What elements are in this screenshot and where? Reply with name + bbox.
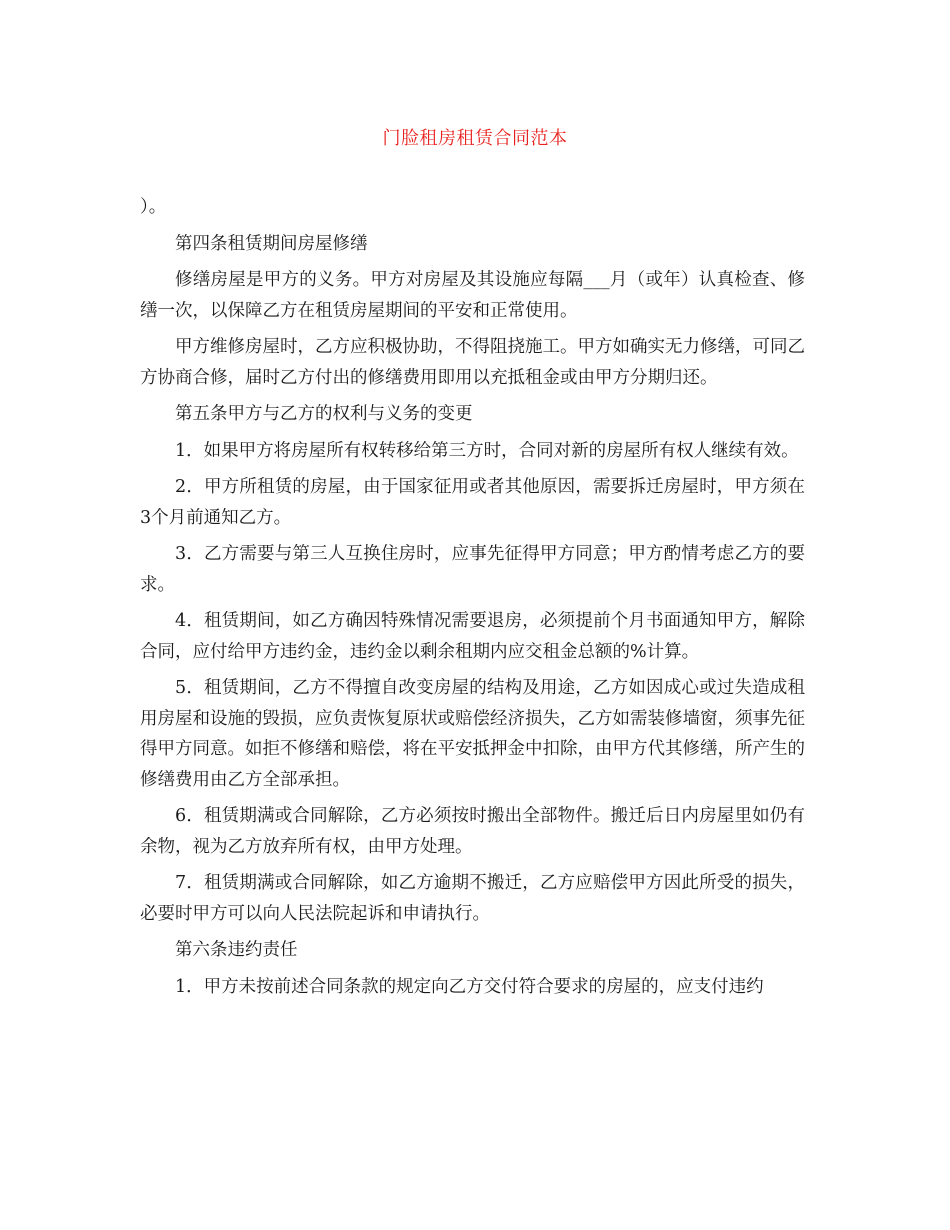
paragraph: 第六条违约责任 — [175, 940, 298, 960]
paragraph: 第五条甲方与乙方的权利与义务的变更 — [175, 404, 473, 424]
document-body — [140, 192, 805, 1008]
paragraph: 1．甲方未按前述合同条款的规定向乙方交付符合要求的房屋的，应支付违约 — [175, 976, 764, 997]
paragraph: 修缮房屋是甲方的义务。甲方对房屋及其设施应每隔___月（或年）认真检查、修缮一次，以保障乙方在租赁房屋期间的平安和正常使用。 — [140, 270, 805, 321]
document-title: 门脸租房租赁合同范本 — [382, 128, 568, 149]
paragraph: 甲方维修房屋时，乙方应积极协助，不得阻挠施工。甲方如确实无力修缮，可同乙方协商合修，届时乙方付出的修缮费用即用以充抵租金或由甲方分期归还。 — [140, 337, 805, 388]
paragraph: ）。 — [140, 197, 167, 217]
paragraph: 7．租赁期满或合同解除，如乙方逾期不搬迁，乙方应赔偿甲方因此所受的损失，必要时甲方可以向人民法院起诉和申请执行。 — [140, 873, 805, 924]
paragraph: 2．甲方所租赁的房屋，由于国家征用或者其他原因，需要拆迁房屋时，甲方须在3个月前通知乙方。 — [140, 477, 805, 528]
paragraph: 5．租赁期间，乙方不得擅自改变房屋的结构及用途，乙方如因成心或过失造成租用房屋和设施的毁损，应负责恢复原状或赔偿经济损失，乙方如需装修墙窗，须事先征得甲方同意。如拒不修缮和赔偿，将在平安抵押金中扣除，由甲方代其修缮，所产生的修缮费用由乙方全部承担。 — [140, 678, 805, 790]
paragraph: 4．租赁期间，如乙方确因特殊情况需要退房，必须提前个月书面通知甲方，解除合同，应付给甲方违约金，违约金以剩余租期内应交租金总额的%计算。 — [140, 611, 805, 662]
paragraph: 3．乙方需要与第三人互换住房时，应事先征得甲方同意；甲方酌情考虑乙方的要求。 — [140, 544, 805, 595]
paragraph: 1．如果甲方将房屋所有权转移给第三方时，合同对新的房屋所有权人继续有效。 — [175, 440, 799, 461]
paragraph: 6．租赁期满或合同解除，乙方必须按时搬出全部物件。搬迁后日内房屋里如仍有余物，视为乙方放弃所有权，由甲方处理。 — [140, 806, 805, 857]
paragraph: 第四条租赁期间房屋修缮 — [175, 233, 368, 254]
